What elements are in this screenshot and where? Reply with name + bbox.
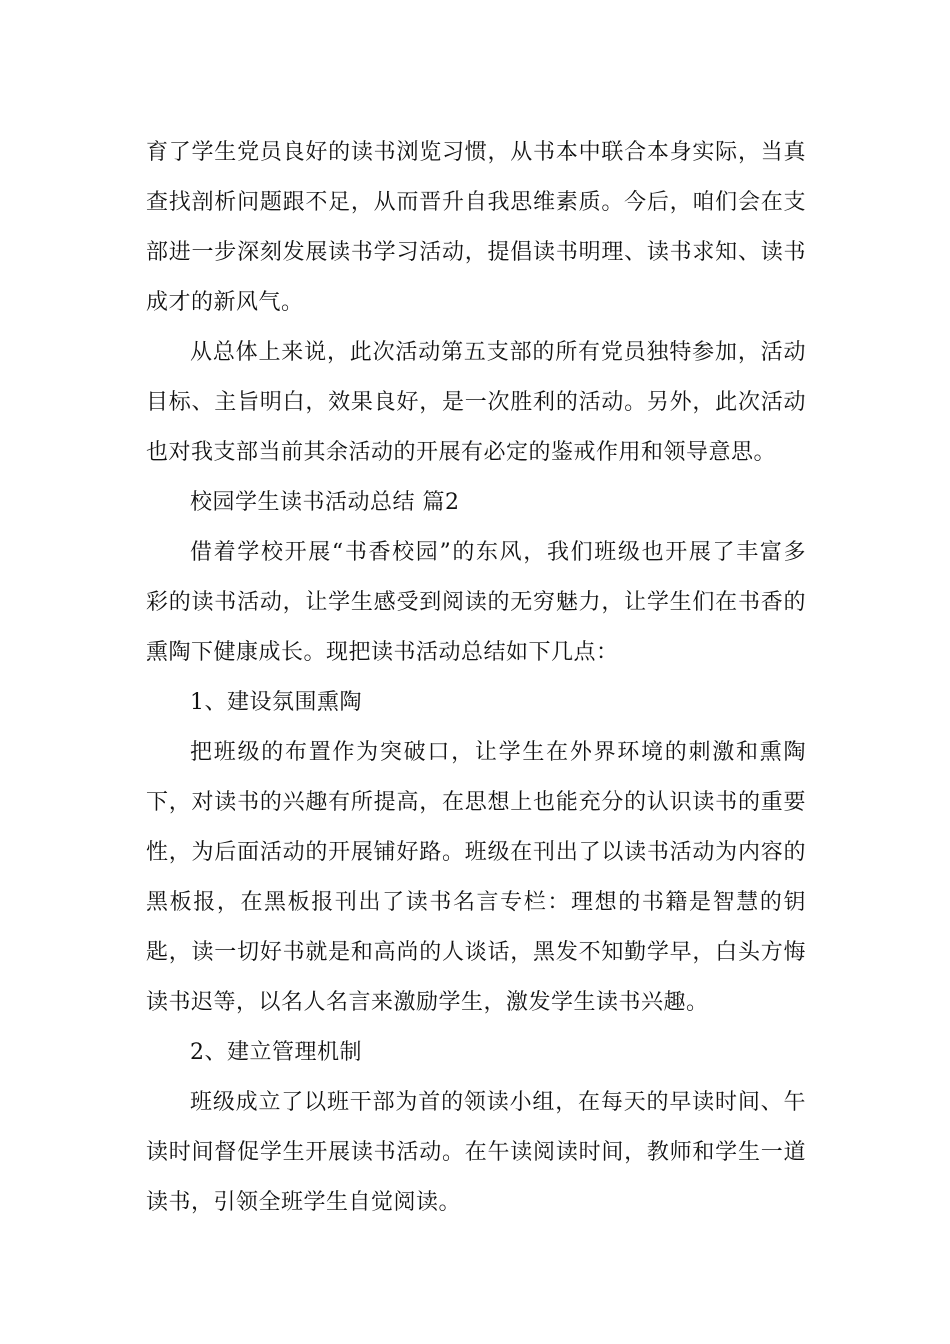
paragraph-5-line-1: 班级成立了以班干部为首的领读小组，在每天的早读时间、午	[190, 1090, 806, 1115]
section-heading: 校园学生读书活动总结 篇2	[190, 490, 460, 515]
paragraph-4-line-5: 匙，读一切好书就是和高尚的人谈话，黑发不知勤学早，白头方悔	[146, 940, 806, 965]
paragraph-5-line-2: 读时间督促学生开展读书活动。在午读阅读时间，教师和学生一道	[146, 1140, 806, 1165]
paragraph-4-line-4: 黑板报，在黑板报刊出了读书名言专栏：理想的书籍是智慧的钥	[146, 890, 806, 915]
document-body	[146, 128, 806, 1228]
paragraph-4-line-2: 下，对读书的兴趣有所提高，在思想上也能充分的认识读书的重要	[146, 790, 806, 815]
paragraph-3-line-1: 借着学校开展“书香校园”的东风，我们班级也开展了丰富多	[190, 540, 806, 565]
paragraph-1-line-4: 成才的新风气。	[146, 290, 304, 315]
paragraph-1-line-3: 部进一步深刻发展读书学习活动，提倡读书明理、读书求知、读书	[146, 240, 806, 265]
paragraph-4-line-3: 性，为后面活动的开展铺好路。班级在刊出了以读书活动为内容的	[146, 840, 806, 865]
paragraph-5-line-3: 读书，引领全班学生自觉阅读。	[146, 1190, 462, 1215]
paragraph-3-line-3: 熏陶下健康成长。现把读书活动总结如下几点：	[146, 640, 619, 665]
paragraph-3-line-2: 彩的读书活动，让学生感受到阅读的无穷魅力，让学生们在书香的	[146, 590, 806, 615]
section-1-title: 1、建设氛围熏陶	[190, 690, 362, 715]
paragraph-4-line-6: 读书迟等，以名人名言来激励学生，激发学生读书兴趣。	[146, 990, 709, 1015]
paragraph-4-line-1: 把班级的布置作为突破口，让学生在外界环境的刺激和熏陶	[190, 740, 806, 765]
paragraph-2-line-2: 目标、主旨明白，效果良好，是一次胜利的活动。另外，此次活动	[146, 390, 806, 415]
paragraph-1-line-2: 查找剖析问题跟不足，从而晋升自我思维素质。今后，咱们会在支	[146, 190, 806, 215]
paragraph-2-line-3: 也对我支部当前其余活动的开展有必定的鉴戒作用和领导意思。	[146, 440, 777, 465]
paragraph-2-line-1: 从总体上来说，此次活动第五支部的所有党员独特参加，活动	[190, 340, 806, 365]
section-2-title: 2、建立管理机制	[190, 1040, 362, 1065]
paragraph-1-line-1: 育了学生党员良好的读书浏览习惯，从书本中联合本身实际，当真	[146, 140, 806, 165]
